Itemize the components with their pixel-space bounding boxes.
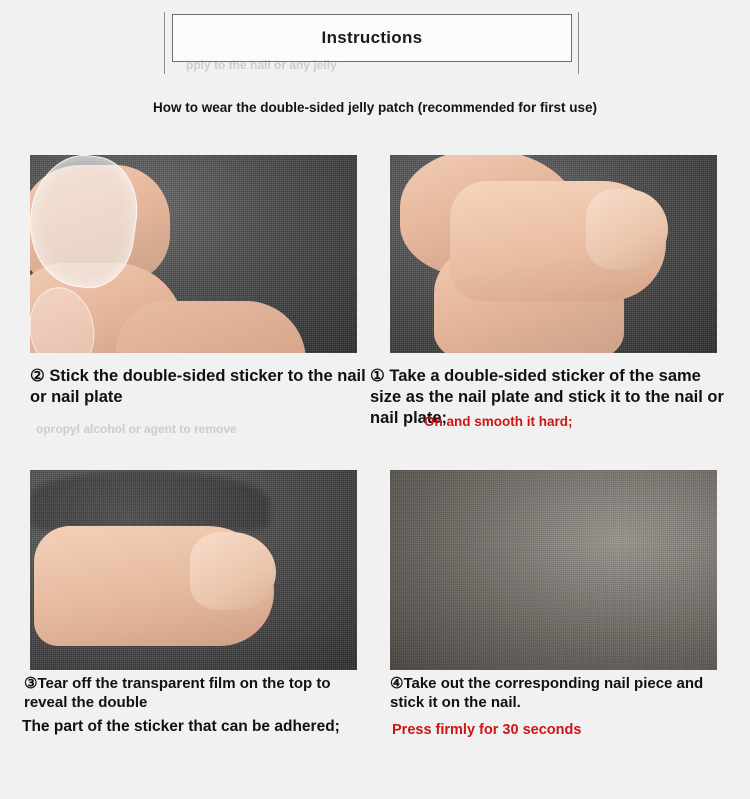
title-rule-left <box>164 12 165 74</box>
step-3-extra-text: The part of the sticker that can be adhered; <box>22 718 340 735</box>
photo-fingers-holding-clear-jelly-patch <box>30 155 357 353</box>
natural-nail-shape <box>586 189 668 269</box>
title-box <box>172 14 572 62</box>
photo-fingertip-with-patch-applied <box>390 155 717 353</box>
page-subtitle: How to wear the double-sided jelly patch (recommended for first use) <box>152 100 598 115</box>
step-3-caption: ③Tear off the transparent film on the top to reveal the double <box>24 675 331 712</box>
step-1-caption: ① Take a double-sided sticker of the same size as the nail plate and stick it to the nail or nail plate; <box>370 367 724 428</box>
page-title: Instructions <box>321 28 423 47</box>
photo-finger-peeling-transparent-film <box>30 470 357 670</box>
ghost-text-middle: opropyl alcohol or agent to remove <box>36 422 237 436</box>
ghost-text-top: pply to the nail or any jelly <box>186 58 337 72</box>
natural-nail-shape <box>190 532 276 610</box>
title-rule-right <box>578 12 579 74</box>
title-block <box>164 14 579 64</box>
step-2-caption: ② Stick the double-sided sticker to the nail or nail plate <box>30 367 366 407</box>
step-1-note: On and smooth it hard; <box>424 414 573 429</box>
fabric-background-texture <box>390 470 717 670</box>
step-4-note: Press firmly for 30 seconds <box>392 722 582 738</box>
photo-hand-with-black-press-on-nail <box>390 470 717 670</box>
step-4-caption: ④Take out the corresponding nail piece and stick it on the nail. <box>390 675 704 712</box>
